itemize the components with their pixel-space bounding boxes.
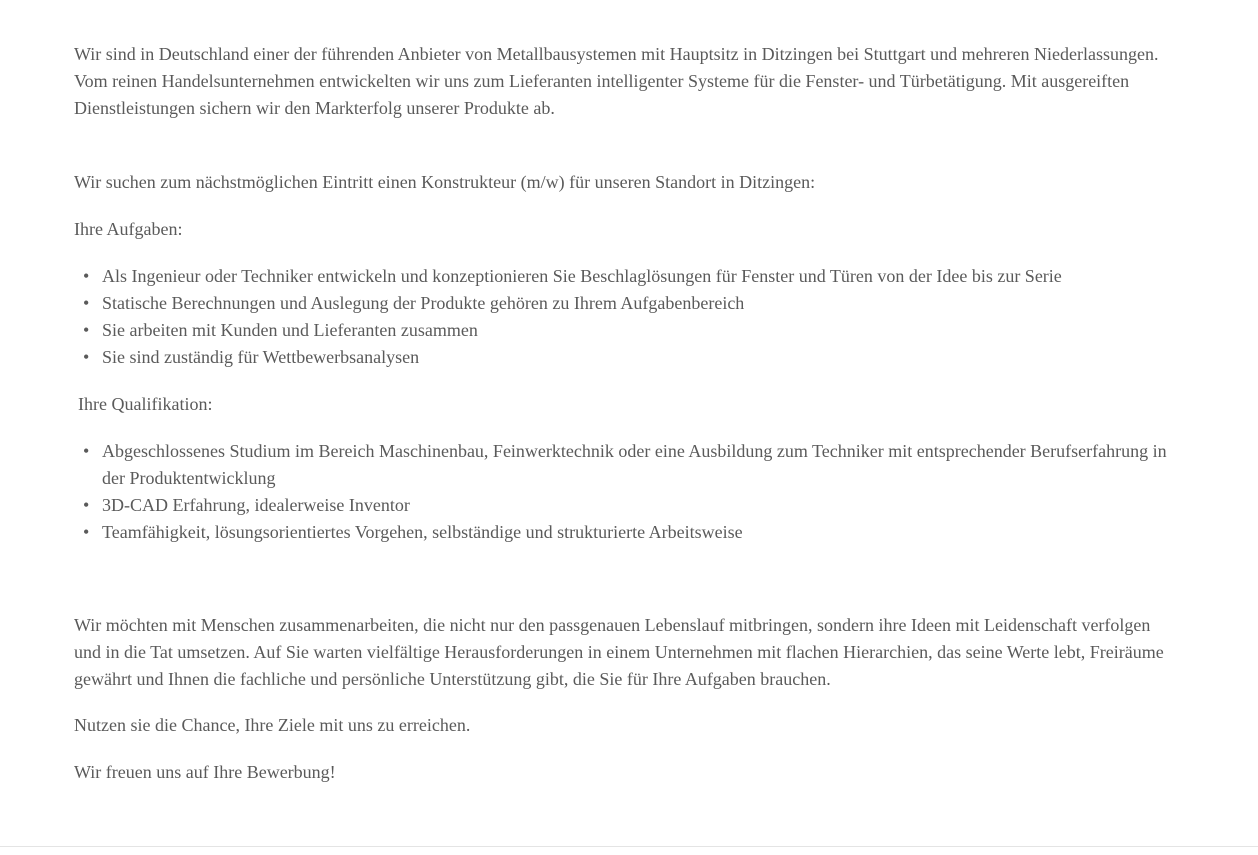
bullet-icon: • xyxy=(83,293,90,313)
job-posting xyxy=(74,41,1174,786)
company-intro-paragraph: Wir sind in Deutschland einer der führenden Anbieter von Metallbausystemen mit Hauptsitz in Ditzingen bei Stuttgart und mehreren Niederlassungen. Vom reinen Handelsunternehmen entwickelten wir uns zum Lieferanten intelligenter Systeme für die Fenster- und Türbetätigung. Mit ausgereiften Dienstleistungen sichern wir den Markterfolg unserer Produkte ab. xyxy=(74,44,1159,118)
bullet-icon: • xyxy=(83,320,90,340)
list-item-text: Als Ingenieur oder Techniker entwickeln und konzeptionieren Sie Beschlaglösungen für Fenster und Türen von der Idee bis zur Serie xyxy=(102,266,1062,286)
list-item xyxy=(74,263,1174,290)
list-item xyxy=(74,492,1174,519)
list-item-text: 3D-CAD Erfahrung, idealerweise Inventor xyxy=(102,495,410,515)
list-item xyxy=(74,519,1174,546)
chance-paragraph: Nutzen sie die Chance, Ihre Ziele mit uns zu erreichen. xyxy=(74,715,471,735)
bullet-icon: • xyxy=(83,522,90,542)
list-item-text: Sie arbeiten mit Kunden und Lieferanten zusammen xyxy=(102,320,478,340)
signoff-paragraph: Wir freuen uns auf Ihre Bewerbung! xyxy=(74,762,336,782)
list-item-text: Abgeschlossenes Studium im Bereich Maschinenbau, Feinwerktechnik oder eine Ausbildung zum Techniker mit entsprechender Berufserfahrung in der Produktentwicklung xyxy=(102,441,1167,488)
list-item-text: Teamfähigkeit, lösungsorientiertes Vorgehen, selbständige und strukturierte Arbeitsweise xyxy=(102,522,743,542)
bullet-icon: • xyxy=(83,347,90,367)
tasks-list xyxy=(74,263,1174,371)
list-item-text: Sie sind zuständig für Wettbewerbsanalysen xyxy=(102,347,420,367)
closing-paragraph: Wir möchten mit Menschen zusammenarbeiten, die nicht nur den passgenauen Lebenslauf mitbringen, sondern ihre Ideen mit Leidenschaft verfolgen und in die Tat umsetzen. Auf Sie warten vielfältige Herausforderungen in einem Unternehmen mit flachen Hierarchien, das seine Werte lebt, Freiräume gewährt und Ihnen die fachliche und persönliche Unterstützung gibt, die Sie für Ihre Aufgaben brauchen. xyxy=(74,615,1164,689)
list-item xyxy=(74,317,1174,344)
qualification-heading: Ihre Qualifikation: xyxy=(78,394,213,414)
bullet-icon: • xyxy=(83,266,90,286)
list-item xyxy=(74,290,1174,317)
tasks-heading: Ihre Aufgaben: xyxy=(74,219,183,239)
bottom-divider xyxy=(0,846,1258,847)
list-item xyxy=(74,438,1174,492)
list-item xyxy=(74,344,1174,371)
qualification-list xyxy=(74,438,1174,546)
bullet-icon: • xyxy=(83,495,90,515)
bullet-icon: • xyxy=(83,441,90,461)
position-search-paragraph: Wir suchen zum nächstmöglichen Eintritt einen Konstrukteur (m/w) für unseren Standort in Ditzingen: xyxy=(74,172,816,192)
list-item-text: Statische Berechnungen und Auslegung der Produkte gehören zu Ihrem Aufgabenbereich xyxy=(102,293,745,313)
